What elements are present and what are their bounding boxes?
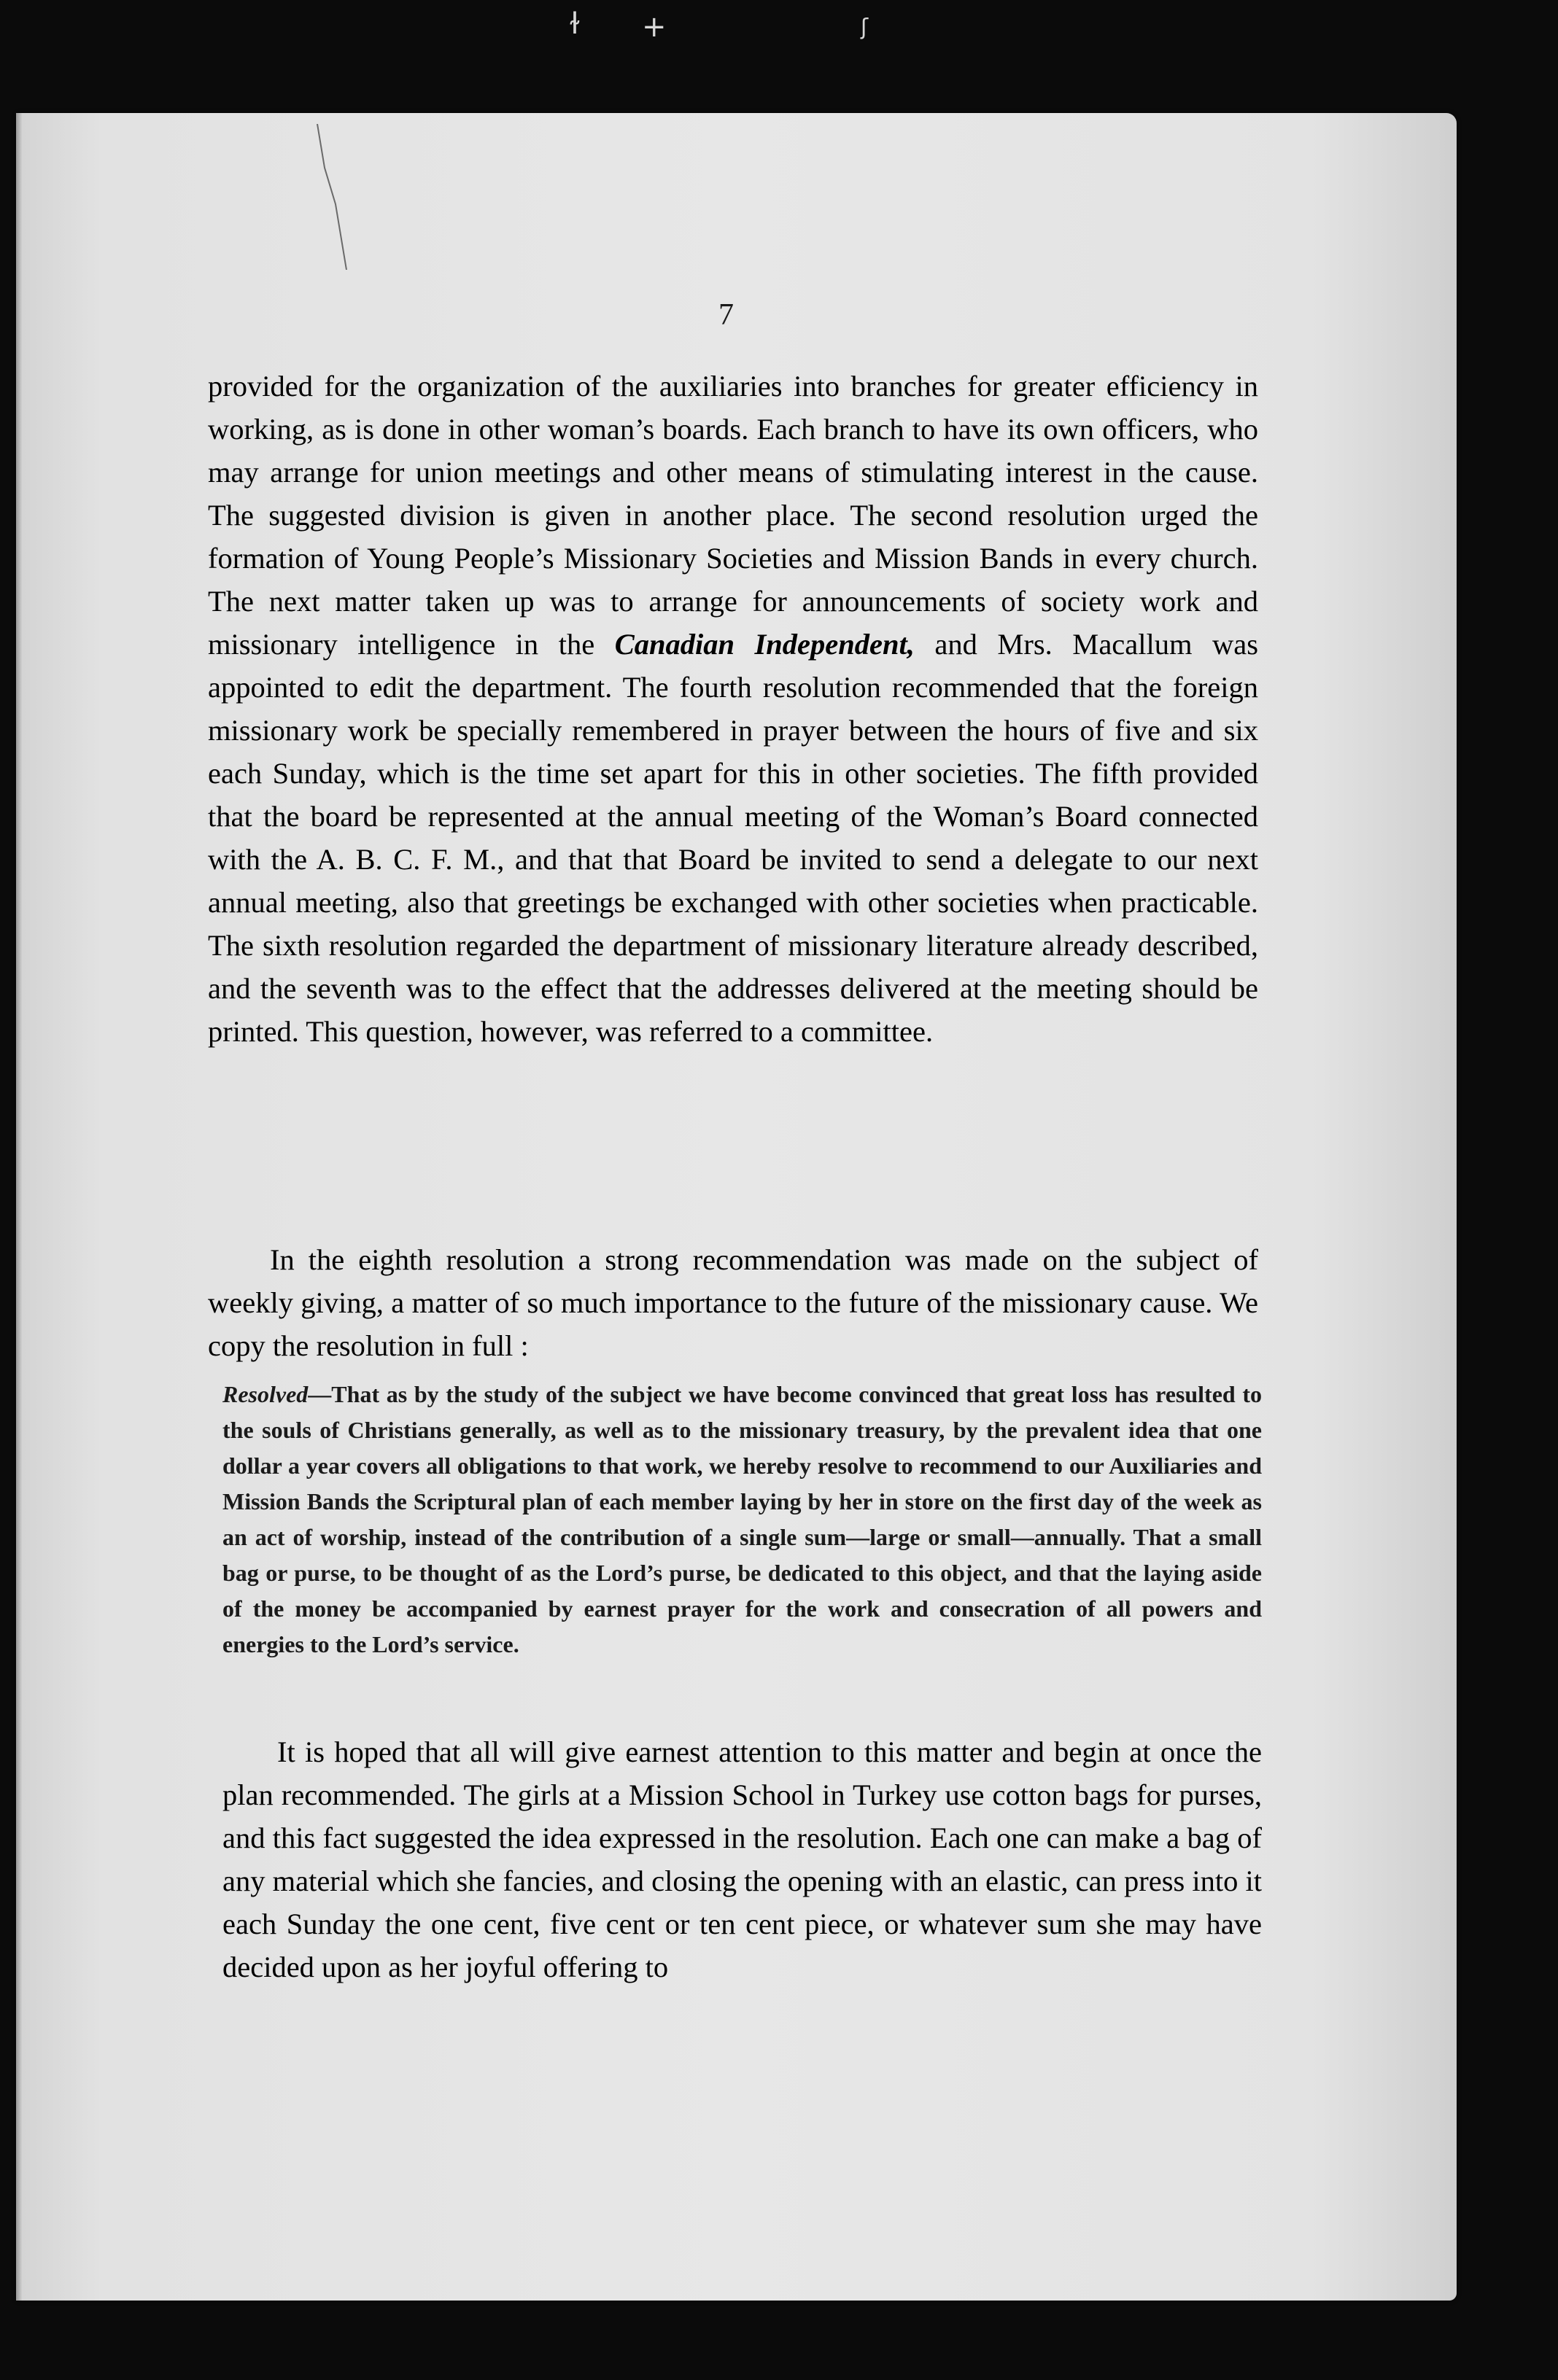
bg-mark: ɫ xyxy=(569,7,581,41)
resolution-text: —That as by the study of the subject we have become convinced that great loss has resulted to the souls of Christians generally, as well as to the missionary treasury, by the prevalent idea that one dollar a year covers all obligations to that work, we hereby resolve to recommend to our Auxiliaries and Mission Bands the Scriptural plan of each member laying by her in store on the first day of the week as an act of worship, instead of the contribution of a single sum—large or small—annually. That a small bag or purse, to be thought of as the Lord’s purse, be dedicated to this object, and that the laying aside of the money be accompanied by earnest prayer for the work and consecration of all powers and energies to the Lord’s service. xyxy=(222,1381,1262,1657)
bg-mark: + xyxy=(642,10,667,44)
paragraph-2: In the eighth resolution a strong recommendation was made on the subject of weekly giving, a matter of so much importance to the future of the missionary cause. We copy the resolution in full : xyxy=(208,1243,1258,1362)
paragraph-1 xyxy=(208,365,1258,1053)
paragraph-1-text: provided for the organization of the auxiliaries into branches for greater efficiency in working, as is done in other woman’s boards. Each branch to have its own officers, who may arrange for union meetings and other means of stimulating interest in the cause. The suggested division is given in another place. The second resolution urged the formation of Young People’s Missionary Societies and Mission Bands in every church. The next matter taken up was to arrange for announcements of society work and missionary intelligence in the xyxy=(208,370,1258,661)
paper-crease xyxy=(314,124,357,270)
publication-title: Canadian Independent, xyxy=(614,628,915,661)
resolution-lead: Resolved xyxy=(222,1381,309,1407)
resolution-quote xyxy=(222,1377,1262,1662)
paragraph-1-continued: and Mrs. Macallum was appointed to edit the department. The fourth resolution recommended that the foreign missionary work be specially remembered in prayer between the hours of five and six each Sunday, which is the time set apart for this in other societies. The fifth provided that the board be represented at the annual meeting of the Woman’s Board connected with the A. B. C. F. M., and that that Board be invited to send a delegate to our next annual meeting, also that greetings be exchanged with other societies when practicable. The sixth resolution regarded the department of missionary literature already described, and the seventh was to the effect that the addresses delivered at the meeting should be printed. This question, however, was referred to a committee. xyxy=(208,628,1258,1048)
page-left-edge xyxy=(16,113,22,2301)
paragraph-3: It is hoped that all will give earnest attention to this matter and begin at once the plan recommended. The girls at a Mission School in Turkey use cotton bags for purses, and this fact suggested the idea expressed in the resolution. Each one can make a bag of any material which she fancies, and closing the opening with an elastic, can press into it each Sunday the one cent, five cent or ten cent piece, or whatever sum she may have decided upon as her joyful offering to xyxy=(222,1735,1262,1983)
bg-mark: ʃ xyxy=(861,15,869,40)
page-number: 7 xyxy=(718,298,734,332)
